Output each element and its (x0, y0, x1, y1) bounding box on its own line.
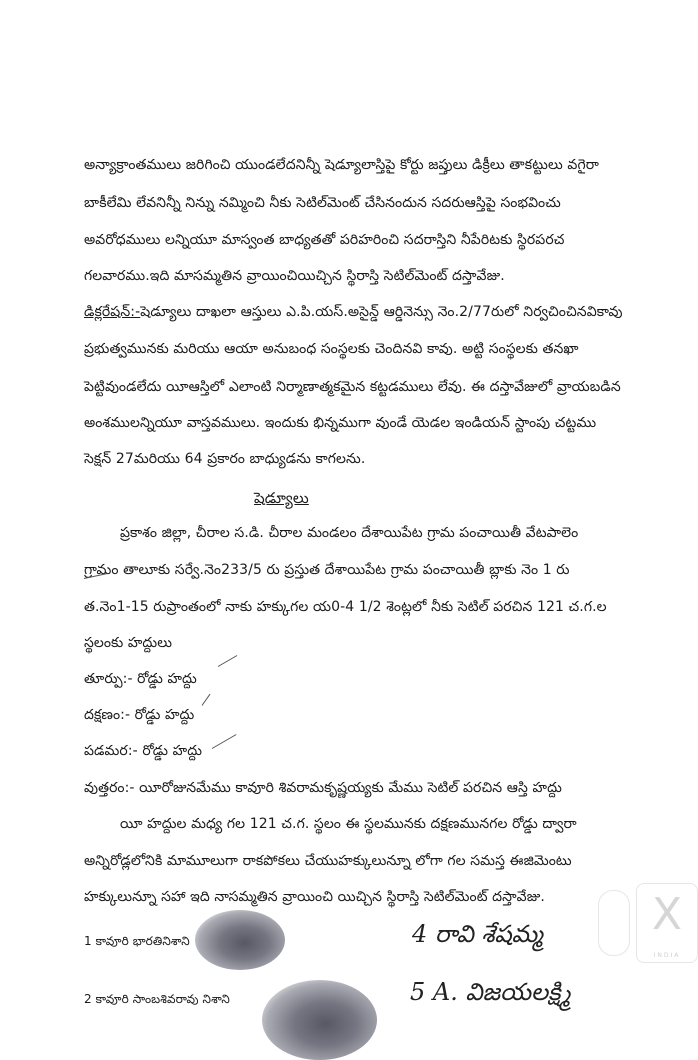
paragraph-line: అన్యాక్రాంతములు జరిగించి యుండలేదనిన్నీ షెడ్యూలాస్తిపై కోర్టు జప్తులు డిక్రీలు తాకట్టులు వగైరా (84, 157, 599, 173)
schedule-line: గ్రామం తాలూకు సర్వే.నెం233/5 రు ప్రస్తుత దేశాయిపేట గ్రామ పంచాయితీ బ్లాకు నెం 1 రు (84, 562, 570, 578)
watermark-country: INDIA (653, 952, 681, 959)
schedule-line: స్థలంకు హద్దులు (84, 635, 173, 651)
schedule-line: ప్రకాశం జిల్లా, చీరాల స.డి. చీరాల మండలం దేశాయిపేట గ్రామ పంచాయితీ వేటపాలెం (120, 525, 579, 541)
witness-2: 2 కావూరి సాంబశివరావు నిశాని (84, 992, 230, 1006)
declaration-line: పెట్టివుండలేదు యీఆస్తిలో ఎలాంటి నిర్మాణాత్మకమైన కట్టడములు లేవు. ఈ దస్తావేజులో వ్రాయబడిన (84, 379, 621, 395)
paragraph-line: గలవారము.ఇది మాసమ్మతిన వ్రాయించియిచ్చిన స్థిరాస్తి సెటిల్‌మెంట్ దస్తావేజు. (84, 268, 505, 284)
declaration-line: సెక్షన్ 27మరియు 64 ప్రకారం బాధ్యుడను కాగలను. (84, 451, 366, 467)
paragraph-line: బాకీలేమి లేవనిన్నీ నిన్ను నమ్మించి నీకు సెటిల్‌మెంట్ చేసినందున సదరుఆస్తిపై సంభవించు (84, 195, 561, 211)
boundary-west: పడమర:- రోడ్డు హద్దు (84, 743, 203, 759)
watermark-logo-o (598, 890, 630, 956)
declaration-line (84, 303, 682, 321)
declaration-line: అంశములన్నియూ వాస్తవములు. ఇందుకు భిన్నముగా వుండే యెడల ఇండియన్ స్టాంపు చట్టము (84, 415, 597, 431)
declaration-label: డిక్లరేషన్:- (84, 304, 141, 320)
paragraph-line: అవరోధములు లన్నియూ మాస్వంత బాధ్యతతో పరిహరించి సదరాస్తిని నీపేరిటకు స్థిరపరచ (84, 232, 565, 248)
closing-line: అన్నిరోడ్లలోనికి మామూలుగా రాకపోకలు చేయుహక్కులున్నూ లోగా గల సమస్త ఈజిమెంటు (84, 853, 572, 869)
signature-5: 5 A. విజయలక్ష్మి (410, 978, 571, 1006)
witness-1: 1 కావూరి భారతినిశాని (84, 934, 190, 948)
boundary-north: వుత్తరం:- యీరోజునమేము కావూరి శివరామకృష్ణయ్యకు మేము సెటిల్ పరచిన ఆస్తి హద్దు (84, 780, 562, 796)
signature-4: 4 రావి శేషమ్మ (412, 920, 543, 948)
watermark-logo (636, 883, 698, 963)
schedule-line: త.నెం1-15 రుప్రాంతంలో నాకు హక్కుగల య0-4 1/2 శెంట్లలో నీకు సెటిల్ పరచిన 121 చ.గ.ల (84, 599, 607, 615)
boundary-south: దక్షణం:- రోడ్డు హద్దు (84, 707, 195, 723)
declaration-line: ప్రభుత్వమునకు మరియు ఆయా అనుబంధ సంస్థలకు చెందినవి కావు. అట్టి సంస్థలకు తనఖా (84, 341, 579, 357)
closing-line: యీ హద్దుల మధ్య గల 121 చ.గ. స్థలం ఈ స్థలమునకు దక్షణమునగల రోడ్డు ద్వారా (120, 816, 577, 832)
declaration-text: షెడ్యూలు దాఖలా ఆస్తులు ఎ.పి.యస్.అసైన్డ్ ఆర్డినెన్సు నెం.2/77రులో నిర్వచించినవికావు (140, 304, 623, 320)
schedule-title: షెడ్యూలు (254, 489, 309, 507)
boundary-east: తూర్పు:- రోడ్డు హద్దు (84, 671, 197, 687)
closing-line: హక్కులున్నూ సహా ఇది నాసమ్మతిన వ్రాయించి యిచ్చిన స్థిరాస్తి సెటిల్‌మెంట్ దస్తావేజు. (84, 889, 545, 905)
watermark-x-icon: X (651, 889, 683, 940)
check-mark (202, 694, 211, 706)
check-mark (218, 655, 238, 667)
